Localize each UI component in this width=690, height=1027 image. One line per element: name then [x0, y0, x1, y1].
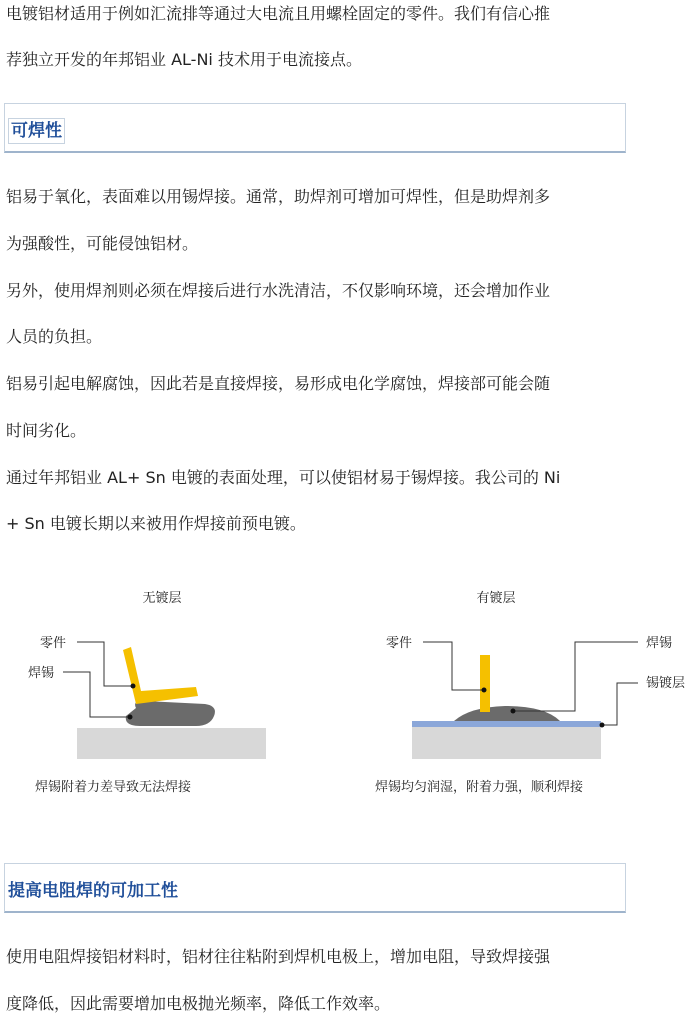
- para-flux-line-1: 另外，使用焊剂则必须在焊接后进行水洗清洁，不仅影响环境，还会增加作业: [6, 281, 551, 300]
- right-dot-solder: [511, 709, 516, 714]
- right-label-part: 零件: [386, 636, 413, 651]
- right-label-plating: 锡镀层: [646, 676, 686, 691]
- section-title-resistance-welding: 提高电阻焊的可加工性: [8, 881, 178, 901]
- right-base-plate: [412, 726, 601, 759]
- para-flux-line-2: 人员的负担。: [6, 327, 103, 346]
- soldering-comparison-diagram: [0, 580, 690, 810]
- right-dot-part: [482, 688, 487, 693]
- para-corrosion-line-2: 时间劣化。: [6, 421, 87, 440]
- para-plating-line-2: + Sn 电镀长期以来被用作焊接前预电镀。: [6, 514, 306, 533]
- left-dot-part: [131, 684, 136, 689]
- right-leader-plating: [602, 683, 638, 725]
- right-dot-plating: [600, 723, 605, 728]
- right-leader-solder: [513, 642, 638, 711]
- right-leader-part: [423, 642, 484, 690]
- right-part: [480, 655, 490, 712]
- section-title-text: 可焊性: [8, 118, 65, 144]
- intro-line-2: 荐独立开发的年邦铝业 AL-Ni 技术用于电流接点。: [6, 50, 362, 69]
- left-label-part: 零件: [40, 636, 67, 651]
- intro-line-1: 电镀铝材适用于例如汇流排等通过大电流且用螺栓固定的零件。我们有信心推: [6, 4, 551, 23]
- left-part: [123, 647, 198, 704]
- section-header-solderability: [4, 103, 626, 153]
- para-oxidation-line-2: 为强酸性，可能侵蚀铝材。: [6, 234, 199, 253]
- left-dot-solder: [128, 715, 133, 720]
- para-resistance-welding-line-1: 使用电阻焊接铝材料时，铝材往往粘附到焊机电极上，增加电阻，导致焊接强: [6, 947, 551, 966]
- right-label-solder: 焊锡: [646, 636, 673, 651]
- left-base-plate: [77, 728, 266, 759]
- left-solder-blob: [126, 701, 215, 726]
- left-diagram-title: 无镀层: [142, 591, 182, 606]
- left-label-solder: 焊锡: [28, 666, 55, 681]
- right-plating-layer: [412, 721, 601, 727]
- left-leader-part: [77, 642, 133, 686]
- right-solder-dome: [454, 706, 560, 721]
- left-caption: 焊锡附着力差导致无法焊接: [35, 780, 192, 795]
- left-leader-solder: [63, 672, 130, 717]
- para-corrosion-line-1: 铝易引起电解腐蚀，因此若是直接焊接，易形成电化学腐蚀，焊接部可能会随: [6, 374, 551, 393]
- para-plating-line-1: 通过年邦铝业 AL+ Sn 电镀的表面处理，可以使铝材易于锡焊接。我公司的 Ni: [6, 468, 561, 487]
- section-header-resistance-welding: [4, 863, 626, 913]
- right-caption: 焊锡均匀润湿，附着力强，顺利焊接: [375, 780, 584, 795]
- para-resistance-welding-line-2: 度降低，因此需要增加电极抛光频率，降低工作效率。: [6, 994, 391, 1013]
- right-diagram-title: 有镀层: [476, 591, 516, 606]
- para-oxidation-line-1: 铝易于氧化，表面难以用锡焊接。通常，助焊剂可增加可焊性，但是助焊剂多: [6, 187, 551, 206]
- section-title-solderability: [8, 116, 65, 141]
